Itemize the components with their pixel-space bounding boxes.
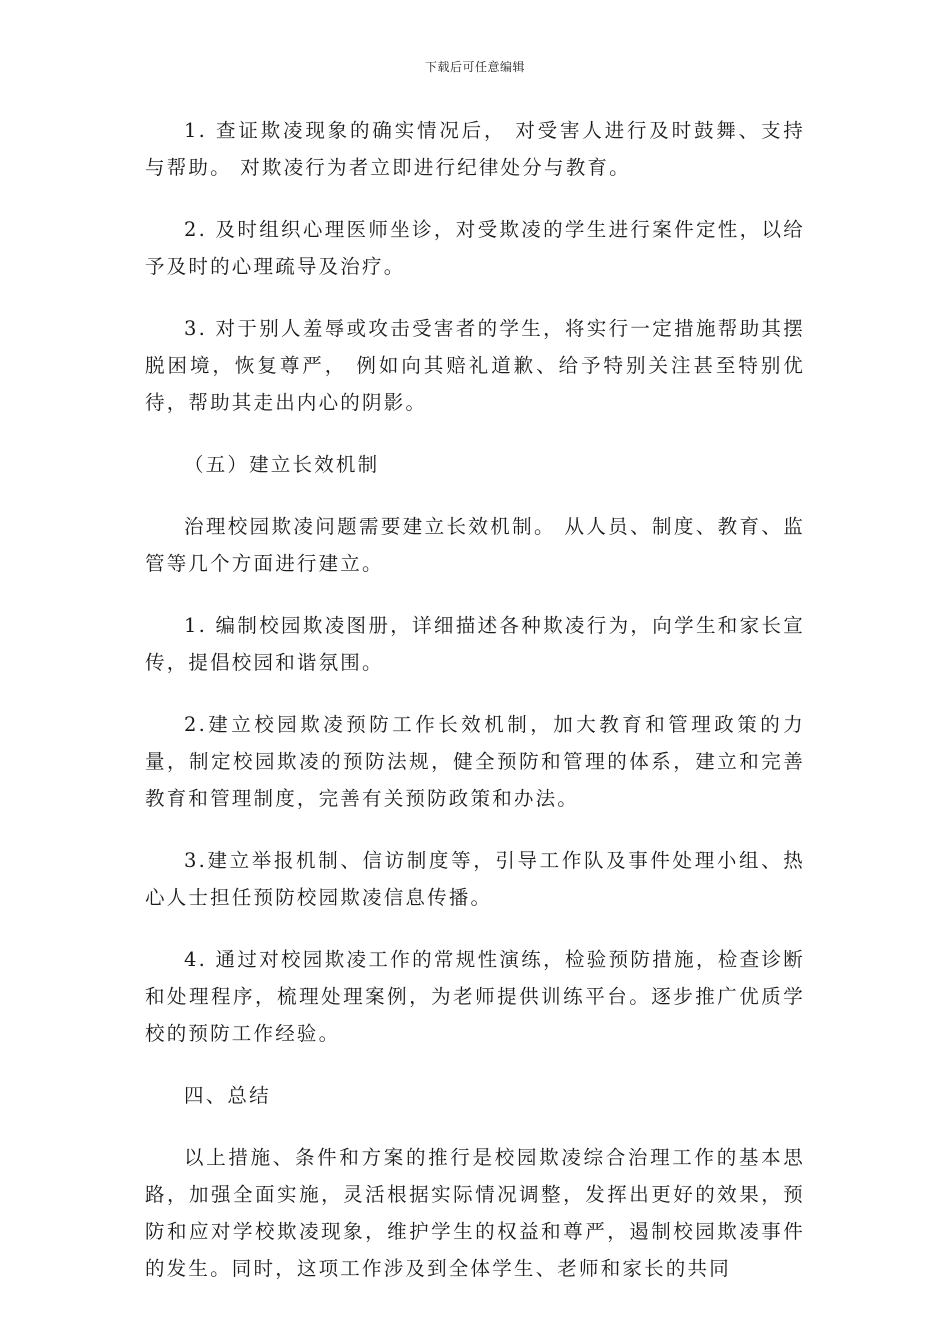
paragraph-item-2: 2. 及时组织心理医师坐诊，对受欺凌的学生进行案件定性，以给予及时的心理疏导及治疗。 — [145, 218, 805, 278]
paragraph-mechanism-4: 4. 通过对校园欺凌工作的常规性演练，检验预防措施，检查诊断和处理程序，梳理处理案例，为老师提供训练平台。逐步推广优质学校的预防工作经验。 — [145, 948, 805, 1045]
paragraph-mechanism-2: 2.建立校园欺凌预防工作长效机制，加大教育和管理政策的力量，制定校园欺凌的预防法规，健全预防和管理的体系，建立和完善教育和管理制度，完善有关预防政策和办法。 — [145, 713, 805, 810]
paragraph-item-1: 1. 查证欺凌现象的确实情况后， 对受害人进行及时鼓舞、支持与帮助。 对欺凌行为者立即进行纪律处分与教育。 — [145, 119, 805, 179]
paragraph-mechanism-3: 3.建立举报机制、信访制度等，引导工作队及事件处理小组、热心人士担任预防校园欺凌信息传播。 — [145, 849, 805, 909]
section-heading-long-term-mechanism: （五）建立长效机制 — [184, 453, 380, 476]
document-body — [145, 112, 805, 1312]
section-heading-summary: 四、总结 — [184, 1084, 271, 1107]
paragraph-item-3: 3. 对于别人羞辱或攻击受害者的学生，将实行一定措施帮助其摆脱困境，恢复尊严， 例如向其赔礼道歉、给予特别关注甚至特别优待，帮助其走出内心的阴影。 — [145, 317, 805, 414]
paragraph-summary: 以上措施、条件和方案的推行是校园欺凌综合治理工作的基本思路，加强全面实施，灵活根据实际情况调整，发挥出更好的效果，预防和应对学校欺凌现象，维护学生的权益和尊严，遏制校园欺凌事件的发生。同时，这项工作涉及到全体学生、老师和家长的共同 — [145, 1146, 805, 1280]
paragraph-intro-mechanism: 治理校园欺凌问题需要建立长效机制。 从人员、制度、教育、监管等几个方面进行建立。 — [145, 515, 805, 575]
paragraph-mechanism-1: 1. 编制校园欺凌图册，详细描述各种欺凌行为，向学生和家长宣传，提倡校园和谐氛围。 — [145, 614, 805, 674]
header-note: 下载后可任意编辑 — [424, 60, 525, 74]
